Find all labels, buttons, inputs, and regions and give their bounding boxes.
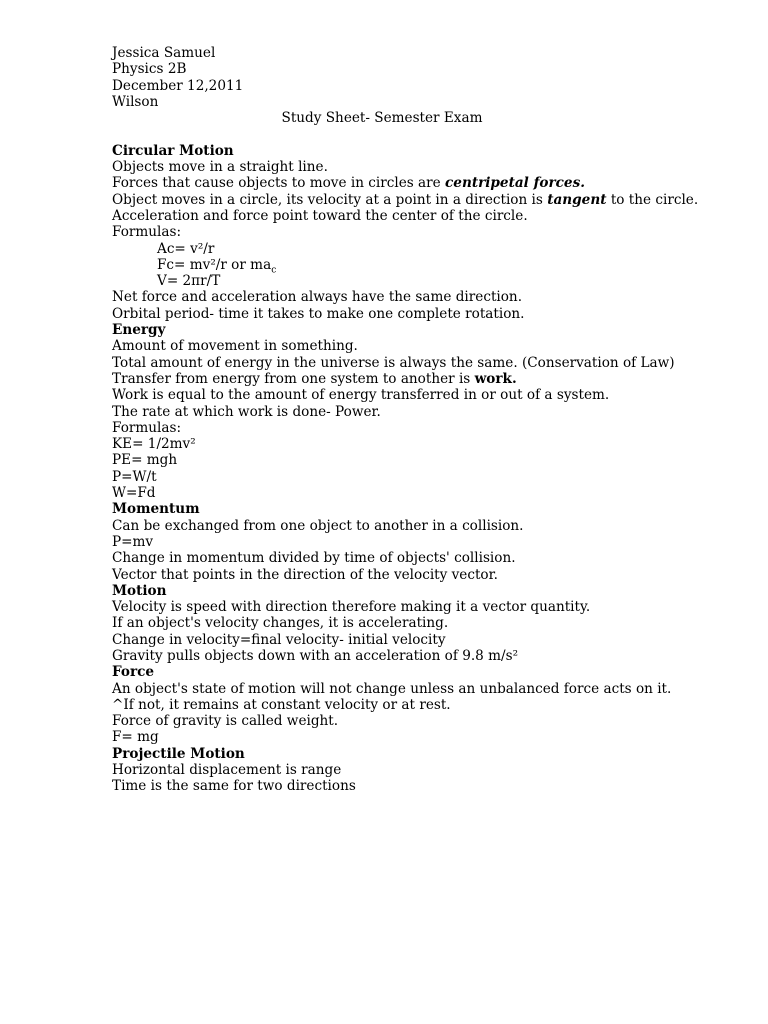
energy-line-3	[112, 371, 732, 387]
energy-line-4: Work is equal to the amount of energy transferred in or out of a system.	[112, 387, 610, 404]
force-line-2: ^If not, it remains at constant velocity or at rest.	[112, 696, 451, 713]
motion-line-1: Velocity is speed with direction therefore making it a vector quantity.	[112, 599, 591, 616]
document-title: Study Sheet- Semester Exam	[281, 110, 483, 127]
force-line-3: Force of gravity is called weight.	[112, 713, 339, 730]
circular-line-4: Acceleration and force point toward the center of the circle.	[112, 207, 528, 224]
projectile-line-2: Time is the same for two directions	[112, 778, 356, 795]
motion-line-2: If an object's velocity changes, it is accelerating.	[112, 615, 449, 632]
formula-velocity: V= 2πr/T	[157, 273, 221, 290]
date: December 12,2011	[112, 77, 244, 94]
formula-centripetal-force-text: Fc= mv²/r or ma	[157, 256, 272, 273]
motion-line-3: Change in velocity=final velocity- initial velocity	[112, 631, 446, 648]
energy-line-1: Amount of movement in something.	[112, 338, 358, 355]
energy-line-5: The rate at which work is done- Power.	[112, 403, 381, 420]
energy-line-2: Total amount of energy in the universe is always the same. (Conservation of Law)	[112, 354, 675, 371]
circular-line-1: Objects move in a straight line.	[112, 159, 328, 176]
momentum-line-4: Vector that points in the direction of the velocity vector.	[112, 566, 498, 583]
force-line-1: An object's state of motion will not change unless an unbalanced force acts on it.	[112, 680, 672, 697]
tangent-term: tangent	[547, 191, 607, 208]
energy-formulas-label: Formulas:	[112, 419, 182, 436]
circular-line-3-text: Object moves in a circle, its velocity at a point in a direction is	[112, 191, 548, 208]
circular-line-6: Orbital period- time it takes to make one complete rotation.	[112, 305, 525, 322]
spacer	[112, 126, 732, 142]
formula-work: W=Fd	[112, 485, 156, 502]
course-name: Physics 2B	[112, 61, 187, 78]
student-name: Jessica Samuel	[112, 45, 216, 61]
projectile-line-1: Horizontal displacement is range	[112, 762, 342, 779]
study-sheet	[112, 45, 732, 795]
momentum-line-2: P=mv	[112, 533, 154, 550]
formula-centripetal-acceleration: Ac= v²/r	[157, 240, 215, 257]
formula-subscript: c	[271, 265, 277, 276]
energy-line-3-text: Transfer from energy from one system to another is	[112, 370, 475, 387]
work-term: work.	[474, 370, 517, 387]
formula-kinetic-energy: KE= 1/2mv²	[112, 436, 196, 453]
circular-line-5: Net force and acceleration always have the same direction.	[112, 289, 523, 306]
teacher-name: Wilson	[112, 93, 159, 110]
circular-motion-heading: Circular Motion	[112, 142, 234, 159]
formula-potential-energy: PE= mgh	[112, 452, 178, 469]
formula-centripetal-force	[112, 256, 732, 276]
formula-power: P=W/t	[112, 468, 157, 485]
force-line-4: F= mg	[112, 729, 159, 746]
motion-line-4: Gravity pulls objects down with an acceleration of 9.8 m/s²	[112, 647, 519, 664]
momentum-line-1: Can be exchanged from one object to another in a collision.	[112, 517, 524, 534]
circular-formulas-label: Formulas:	[112, 224, 182, 241]
energy-heading: Energy	[112, 322, 166, 339]
circular-line-2	[112, 175, 732, 191]
circular-line-2-text: Forces that cause objects to move in circles are	[112, 175, 446, 192]
projectile-motion-heading: Projectile Motion	[112, 745, 245, 762]
circular-line-3-end: to the circle.	[606, 191, 699, 208]
momentum-heading: Momentum	[112, 501, 200, 518]
circular-line-3	[112, 192, 732, 208]
motion-heading: Motion	[112, 582, 167, 599]
momentum-line-3: Change in momentum divided by time of objects' collision.	[112, 550, 516, 567]
force-heading: Force	[112, 664, 155, 681]
centripetal-term: centripetal forces.	[445, 175, 585, 192]
